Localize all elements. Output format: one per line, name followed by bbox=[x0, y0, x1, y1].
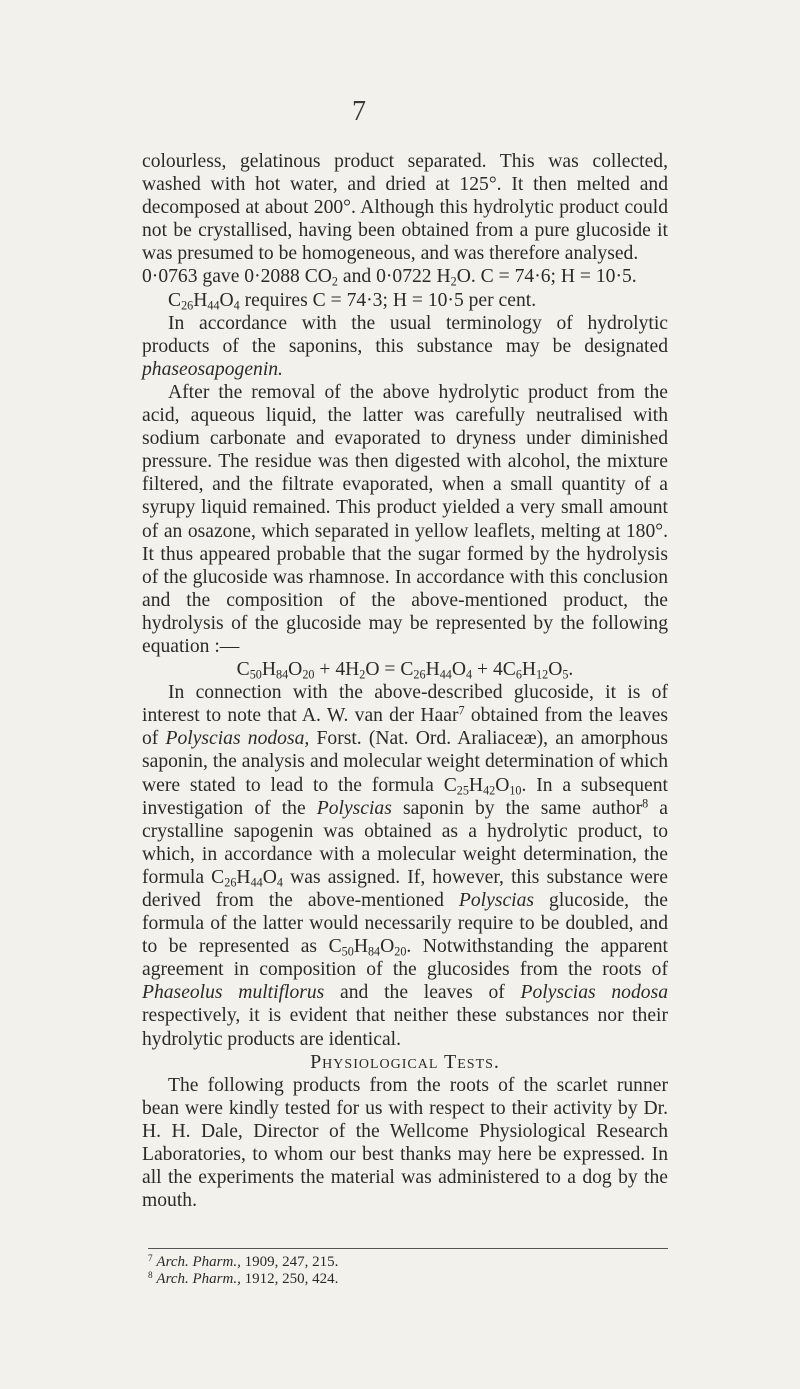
eq-part: + 4H bbox=[314, 659, 360, 681]
paragraph-hydrolytic-product: colourless, gelatinous product separated. This was collected, washed with hot water, and dried at 125°. It then melted and decomposed at about 200°. Although this hydrolytic product could not be crystallised, having been obtained from a pure glucoside it was presumed to be homogeneous, and was therefore analysed. bbox=[142, 151, 668, 265]
section-heading: Physiological Tests. bbox=[310, 1050, 500, 1073]
polyscias-text: H bbox=[353, 936, 368, 958]
footnote-ref-7: 7 bbox=[458, 703, 465, 718]
subscript: 2 bbox=[450, 275, 457, 290]
analysis-text: O. C = 74·6; H = 10·5. bbox=[456, 266, 637, 288]
eq-part: + 4C bbox=[472, 659, 516, 681]
subscript: 25 bbox=[456, 783, 469, 798]
footnote-ref-8: 8 bbox=[642, 795, 649, 810]
subscript: 20 bbox=[302, 667, 315, 682]
paragraph-terminology bbox=[142, 312, 668, 381]
hydrolysis-equation bbox=[142, 658, 668, 681]
subscript: 10 bbox=[509, 783, 522, 798]
footnote-journal: Arch. Pharm., bbox=[156, 1271, 241, 1287]
polyscias-text: glucoside, the formula of the latter would necessarily require to be doubled, and to be represented as C bbox=[142, 890, 669, 958]
species-name: Polyscias nodosa bbox=[520, 982, 668, 1004]
eq-part: O bbox=[288, 659, 303, 681]
footnote-journal: Arch. Pharm., bbox=[156, 1254, 241, 1270]
eq-part: H bbox=[521, 659, 537, 681]
polyscias-text: H bbox=[468, 774, 484, 796]
subscript: 84 bbox=[276, 667, 289, 682]
footnotes bbox=[148, 1254, 668, 1288]
analysis-text: requires C = 74·3; H = 10·5 per cent. bbox=[239, 289, 537, 311]
paragraph-physiological: The following products from the roots of the scarlet runner bean were kindly tested for us with respect to their activity by Dr. H. H. Dale, Director of the Wellcome Physiological Research Laboratories, to whom our best thanks may here be expressed. In all the experiments the material was administered to a dog by the mouth. bbox=[142, 1074, 668, 1212]
subscript: 50 bbox=[249, 667, 262, 682]
polyscias-text: O bbox=[262, 866, 277, 888]
polyscias-text: . In a subsequent investigation of the bbox=[142, 774, 668, 819]
footnote-number: 8 bbox=[148, 1270, 153, 1281]
subscript: 20 bbox=[394, 944, 407, 959]
subscript: 5 bbox=[562, 667, 569, 682]
footnote-number: 7 bbox=[148, 1253, 153, 1264]
analysis-text: 0·0763 gave 0·2088 CO bbox=[142, 266, 332, 288]
subscript: 84 bbox=[367, 944, 381, 959]
polyscias-text: and the leaves of bbox=[324, 982, 521, 1004]
paragraph-sugar: After the removal of the above hydrolytic product from the acid, aqueous liquid, the latter was carefully neutralised with sodium carbonate and evaporated to dryness under diminished pressure. The residue was then digested with alcohol, the mixture filtered, and the filtrate evaporated, when a small quantity of a syrupy liquid remained. This product yielded a very small amount of an osazone, which separated in yellow leaflets, melting at 180°. It thus appeared probable that the sugar formed by the hydrolysis of the glucoside was rhamnose. In accordance with this conclusion and the composition of the above-mentioned product, the hydrolysis of the glucoside may be represented by the following equation :— bbox=[142, 381, 668, 657]
subscript: 44 bbox=[207, 298, 220, 313]
footnote-8 bbox=[148, 1271, 668, 1288]
subscript: 26 bbox=[413, 667, 426, 682]
paragraph-polyscias bbox=[142, 681, 668, 1051]
polyscias-text: O bbox=[495, 774, 510, 796]
eq-part: H bbox=[425, 659, 440, 681]
polyscias-text: O bbox=[380, 936, 395, 958]
species-name: Polyscias bbox=[316, 797, 392, 819]
subscript: 4 bbox=[466, 667, 473, 682]
subscript: 44 bbox=[250, 875, 263, 890]
eq-part: O = C bbox=[365, 659, 414, 681]
analysis-text: and 0·0722 H bbox=[338, 266, 451, 288]
subscript: 2 bbox=[331, 275, 338, 290]
subscript: 50 bbox=[341, 944, 354, 959]
polyscias-text: was assigned. If, however, this substance were derived from the above-mentioned bbox=[142, 866, 668, 911]
polyscias-text: H bbox=[236, 866, 251, 888]
formula-text: C bbox=[168, 289, 182, 311]
subscript: 42 bbox=[483, 783, 496, 798]
subscript: 4 bbox=[233, 298, 240, 313]
species-name: Phaseolus multiflorus bbox=[142, 982, 325, 1004]
footnote-reference: 1909, 247, 215. bbox=[240, 1254, 339, 1270]
formula-text: H bbox=[193, 289, 208, 311]
eq-part: C bbox=[236, 659, 250, 681]
species-name: Polyscias bbox=[458, 890, 535, 911]
polyscias-text: Forst. (Nat. Ord. Araliaceæ), an amorphous saponin, the analysis and molecular weight determination of which were stated to lead to the formula C bbox=[142, 728, 668, 796]
body-text bbox=[142, 150, 668, 1212]
subscript: 6 bbox=[515, 667, 522, 682]
polyscias-text: obtained from the leaves of bbox=[142, 705, 668, 750]
footnote-7 bbox=[148, 1254, 668, 1271]
subscript: 26 bbox=[181, 298, 194, 313]
polyscias-text: In connection with the above-described glucoside, it is of interest to note that A. W. van der Haar bbox=[142, 682, 668, 727]
footnote-reference: 1912, 250, 424. bbox=[240, 1271, 339, 1287]
subscript: 12 bbox=[536, 667, 549, 682]
species-name: Polyscias nodosa, bbox=[165, 728, 310, 750]
eq-part: . bbox=[568, 659, 574, 681]
formula-text: O bbox=[219, 289, 234, 311]
eq-part: H bbox=[261, 659, 277, 681]
polyscias-text: . Notwithstanding the apparent agreement in composition of the glucosides from the roots of bbox=[142, 936, 668, 981]
eq-part: O bbox=[451, 659, 467, 681]
paragraph-analysis bbox=[142, 265, 668, 311]
footnote-divider bbox=[148, 1248, 668, 1249]
subscript: 44 bbox=[439, 667, 452, 682]
polyscias-text: a crystalline sapogenin was obtained as a hydrolytic product, to which, in accordance with a molecular weight determination, the formula C bbox=[142, 797, 668, 888]
polyscias-text: respectively, it is evident that neither these substances nor their hydrolytic products are identical. bbox=[142, 1005, 668, 1050]
phaseosapogenin-term: phaseosapogenin. bbox=[142, 358, 283, 380]
eq-part: O bbox=[548, 659, 563, 681]
subscript: 4 bbox=[276, 875, 283, 890]
subscript: 2 bbox=[359, 667, 366, 682]
subscript: 26 bbox=[224, 875, 237, 890]
polyscias-text: saponin by the same author bbox=[391, 797, 643, 819]
terminology-text: In accordance with the usual terminology of hydrolytic products of the saponins, this substance may be designated bbox=[142, 312, 668, 357]
page-number: 7 bbox=[352, 96, 366, 127]
